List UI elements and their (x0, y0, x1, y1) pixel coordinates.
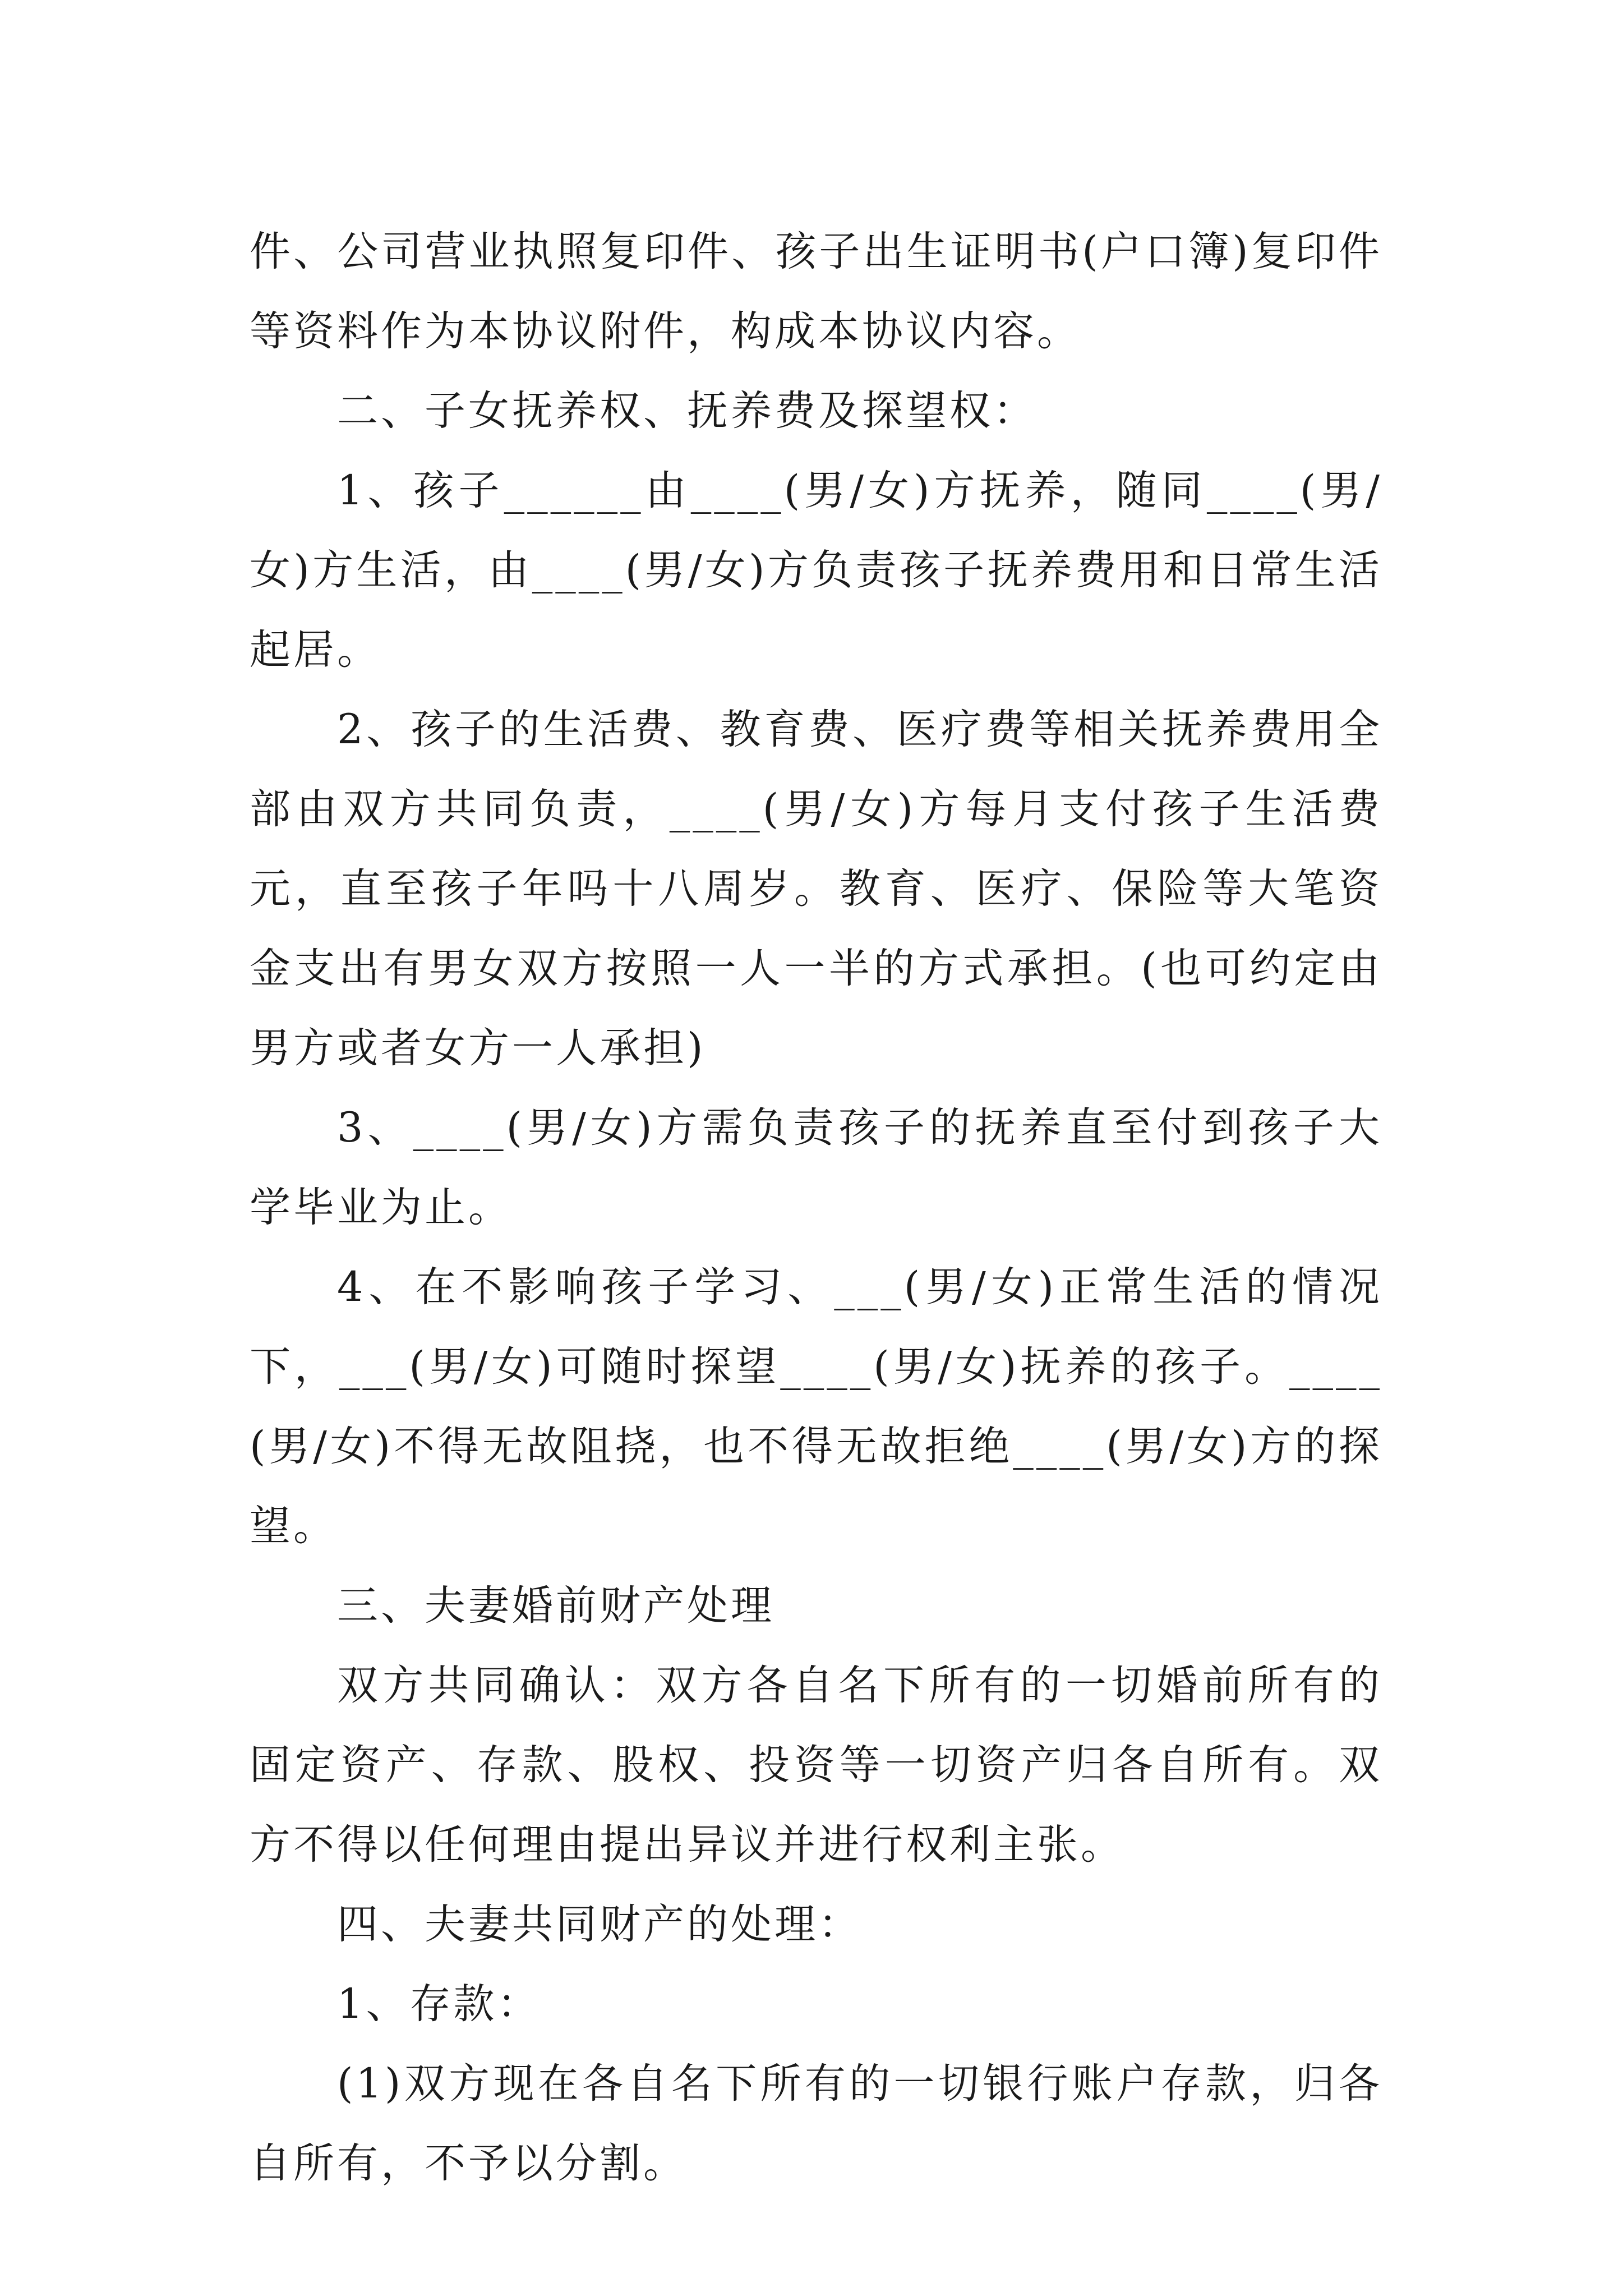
paragraph-support-until-graduation: 3、____(男/女)方需负责孩子的抚养直至付到孩子大学毕业为止。 (250, 1104, 1382, 1231)
paragraph-attachments: 件、公司营业执照复印件、孩子出生证明书(户口簿)复印件等资料作为本协议附件，构成本协议内容。 (250, 228, 1382, 355)
paragraph-premarital-property: 双方共同确认：双方各自名下所有的一切婚前所有的固定资产、存款、股权、投资等一切资产归各自所有。双方不得以任何理由提出异议并进行权利主张。 (250, 1662, 1382, 1869)
paragraph-visitation: 4、在不影响孩子学习、___(男/女)正常生活的情况下，___(男/女)可随时探望____(男/女)抚养的孩子。____(男/女)不得无故阻挠，也不得无故拒绝____(男/女)方的探望。 (250, 1263, 1382, 1550)
heading-custody-support-visitation: 二、子女抚养权、抚养费及探望权： (337, 387, 1037, 435)
paragraph-support-costs: 2、孩子的生活费、教育费、医疗费等相关抚养费用全部由双方共同负责，____(男/女)方每月支付孩子生活费元，直至孩子年吗十八周岁。教育、医疗、保险等大笔资金支出有男女双方按照一人一半的方式承担。(也可约定由男方或者女方一人承担) (250, 706, 1382, 1072)
document-body (250, 212, 1382, 2203)
paragraph-custody: 1、孩子______由____(男/女)方抚养，随同____(男/女)方生活，由____(男/女)方负责孩子抚养费用和日常生活起居。 (250, 467, 1382, 674)
heading-joint-property: 四、夫妻共同财产的处理： (337, 1901, 862, 1948)
heading-premarital-property: 三、夫妻婚前财产处理 (337, 1582, 774, 1630)
heading-deposits: 1、存款： (337, 1980, 541, 2028)
paragraph-deposits: (1)双方现在各自名下所有的一切银行账户存款，归各自所有，不予以分割。 (250, 2060, 1382, 2187)
